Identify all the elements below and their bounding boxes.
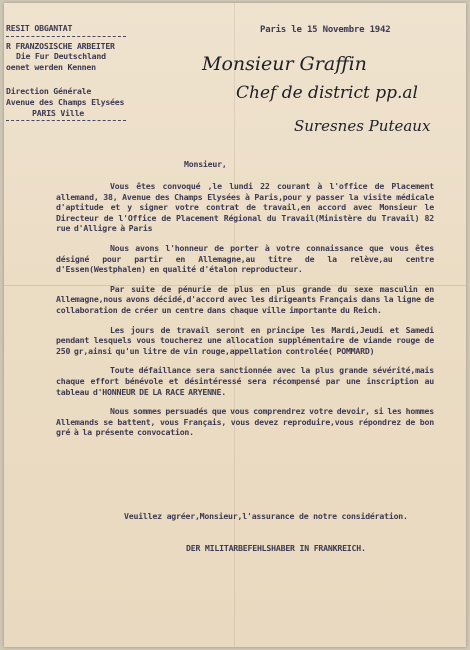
letterhead-divider [6,36,126,37]
letterhead-line: R FRANZOSISCHE ARBEITER [6,40,115,51]
body-paragraph: Par suite de pénurie de plus en plus grande du sexe masculin en Allemagne,nous avons décidé,d'accord avec les dirigeants Français dans la ligne de collaboration de créer un centre dans chaque ville importante du Reich. [56,283,434,315]
letterhead-line: Avenue des Champs Elysées [6,96,125,107]
salutation: Monsieur, [184,159,227,169]
body-paragraph: Toute défaillance sera sanctionnée avec la plus grande sévérité,mais chaque effort bénévole et désintéressé sera récompensé par une inscription au tableau d'HONNEUR DE LA RACE ARYENNE. [56,365,434,397]
letterhead [6,23,166,125]
recipient-name: Monsieur Graffin [202,53,367,75]
letterhead-divider [6,120,126,121]
body-paragraph: Vous êtes convoqué ,le lundi 22 courant à l'office de Placement allemand, 38, Avenue des Champs Elysées à Paris,pour y passer la visite médicale d'aptitude et y signer votre contrat de travail,en accord avec Monsieur le Directeur de l'Office de Placement Régional du Travail(Ministère du Travail) 82 rue d'Alligre à Paris [56,181,434,234]
recipient-location: Suresnes Puteaux [294,117,431,135]
letterhead-line: PARIS Ville [32,107,85,118]
body-paragraph: Nous avons l'honneur de porter à votre connaissance que vous êtes désigné pour partir en Allemagne,au titre de la relève,au centre d'Essen(Westphalen) en qualité d'étalon reproducteur. [56,242,434,275]
recipient-title: Chef de district pp.al [236,83,418,103]
letterhead-line: RESIT OBGANTAT [6,23,73,33]
letter-date: Paris le 15 Novembre 1942 [260,25,391,35]
closing-formula: Veuillez agréer,Monsieur,l'assurance de notre considération. [124,511,408,521]
body-paragraph: Nous sommes persuadés que vous comprendrez votre devoir, si les hommes Allemands se battent, vous Français, vous devez reproduire,vous répondrez de bon gré à la présente convocation. [56,406,434,438]
letterhead-line: oenet werden Kennen [6,61,96,72]
signature: DER MILITARBEFEHLSHABER IN FRANKREICH. [186,543,366,553]
letterhead-line: Direction Générale [6,86,92,97]
body-paragraph: Les jours de travail seront en principe les Mardi,Jeudi et Samedi pendant lesquels vous toucherez une allocation supplémentaire de viande rouge de 250 gr,ainsi qu'un litre de vin rouge,appellation controlée( POMMARD) [56,324,434,356]
letter-body [56,181,434,447]
letter-sheet [4,3,466,647]
letterhead-line: Die Fur Deutschland [16,51,106,62]
